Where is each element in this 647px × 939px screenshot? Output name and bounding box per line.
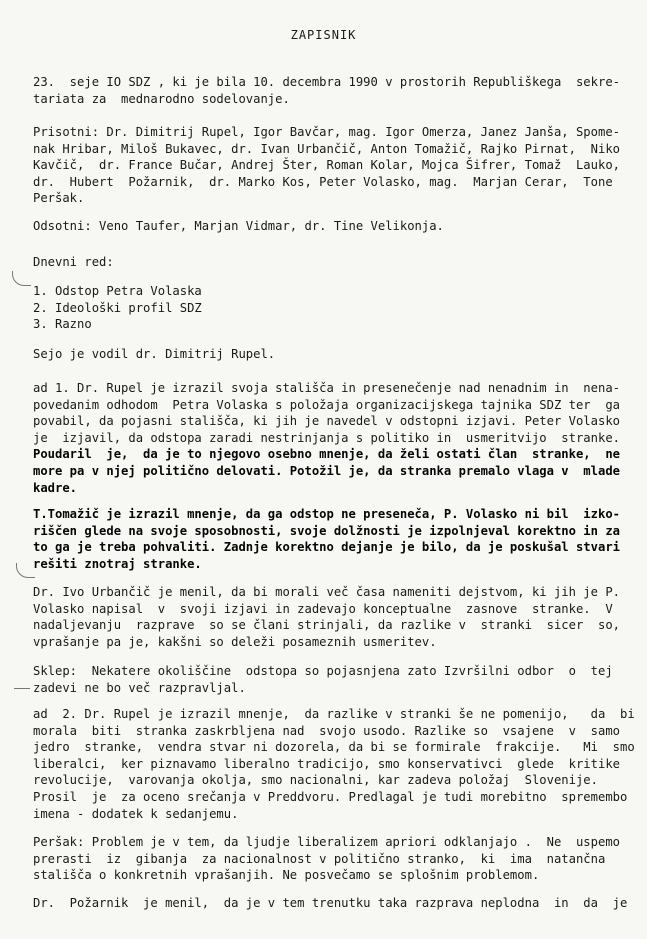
document-title: ZAPISNIK	[290, 28, 357, 42]
text-line: zadevi ne bo več razpravljal.	[33, 680, 246, 695]
text-line: Kavčič, dr. France Bučar, Andrej Šter, Roman Kolar, Mojca Šifrer, Tomaž Lauko,	[33, 158, 620, 173]
text-line: Odsotni: Veno Taufer, Marjan Vidmar, dr. Tine Velikonja.	[33, 219, 444, 233]
text-line: prerasti iz gibanja za nacionalnost v politično stranko, ki ima natančna	[33, 851, 606, 866]
text-line: riščen glede na svoje sposobnosti, svoje dolžnosti je izpolnjeval korektno in za	[33, 523, 620, 538]
text-line: ad 2. Dr. Rupel je izrazil mnenje, da razlike v stranki še ne pomenijo, da bi	[33, 707, 635, 721]
agenda-item: 3. Razno	[33, 317, 92, 332]
agenda-heading	[33, 254, 623, 271]
chair-paragraph	[33, 346, 623, 363]
text-line: Dnevni red:	[33, 255, 114, 269]
item2-paragraph	[33, 706, 635, 822]
text-line: Sklep: Nekatere okoliščine odstopa so pojasnjena zato Izvršilni odbor o tej	[33, 664, 613, 678]
text-line: kadre.	[33, 480, 78, 495]
text-line: Dr. Ivo Urbančič je menil, da bi morali več časa nameniti dejstvom, ki jih je P.	[33, 585, 620, 599]
text-line: Sejo je vodil dr. Dimitrij Rupel.	[33, 347, 276, 361]
margin-pencil-mark	[14, 688, 30, 689]
text-line: morala biti stranka zaskrbljena nad svojo usodo. Razlike so vsajene v samo	[33, 723, 620, 738]
text-line: more pa v njej politično delovati. Potožil je, da stranka premalo vlaga v mlade	[33, 463, 620, 478]
text-line: rešiti znotraj stranke.	[33, 556, 202, 571]
text-line: nak Hribar, Miloš Bukavec, dr. Ivan Urbančič, Anton Tomažič, Rajko Pirnat, Niko	[33, 141, 620, 156]
text-line: jedro stranke, vendra stvar ni dozorela, da bi se formirale frakcije. Mi smo	[33, 740, 635, 755]
text-line: Prisotni: Dr. Dimitrij Rupel, Igor Bavčar, mag. Igor Omerza, Janez Janša, Spome-	[33, 125, 620, 139]
text-line: Prosil je za oceno srečanja v Preddvoru. Predlagal je tudi morebitno spremembo	[33, 789, 628, 804]
text-line: 23. seje IO SDZ , ki je bila 10. decembra 1990 v prostorih Republiškega sekre-	[33, 75, 620, 89]
text-line: nadaljevanju razprave so se člani strinjali, da razlike v stranki sicer so,	[33, 618, 620, 633]
text-line: tariata za mednarodno sodelovanje.	[33, 91, 290, 106]
margin-pencil-mark	[12, 271, 31, 286]
persak-paragraph	[33, 834, 623, 884]
text-line: T.Tomažič je izrazil mnenje, da ga odstop ne preseneča, P. Volasko ni bil izko-	[33, 507, 620, 521]
text-line: je izjavil, da odstopa zaradi nestrinjanja s politiko in usmeritvijo stranke.	[33, 430, 620, 445]
urbancic-paragraph	[33, 584, 623, 650]
intro-paragraph	[33, 74, 623, 107]
text-line: povabil, da pojasni stališča, ki jih je navedel v odstopni izjavi. Peter Volasko	[33, 414, 620, 429]
tomazic-paragraph	[33, 506, 623, 572]
agenda-list	[33, 283, 623, 333]
text-line: revolucije, varovanja okolja, smo nacionalni, kar zadeva položaj Slovenije.	[33, 773, 598, 788]
text-line: to ga je treba pohvaliti. Zadnje korektno dejanje je bilo, da je poskušal stvari	[33, 540, 620, 555]
item1-paragraph	[33, 380, 623, 496]
text-line: povedanim odhodom Petra Volaska s položaja organizacijskega tajnika SDZ ter ga	[33, 397, 620, 412]
agenda-item: 2. Ideološki profil SDZ	[33, 300, 202, 315]
text-line: Poudaril je, da je to njegovo osebno mnenje, da želi ostati član stranke, ne	[33, 447, 620, 462]
text-line: Dr. Požarnik je menil, da je v tem trenutku taka razprava neplodna in da je	[33, 896, 628, 910]
text-line: stališča o konkretnih vprašanjih. Ne posvečamo se splošnim problemom.	[33, 868, 540, 883]
text-line: dr. Hubert Požarnik, dr. Marko Kos, Peter Volasko, mag. Marjan Cerar, Tone	[33, 174, 613, 189]
margin-pencil-mark	[16, 563, 35, 578]
pozarnik-paragraph	[33, 895, 628, 912]
text-line: liberalci, ker piznavamo liberalno tradicijo, smo konservativci glede kritike	[33, 756, 620, 771]
text-line: ad 1. Dr. Rupel je izrazil svoja stališča in presenečenje nad nenadnim in nena-	[33, 381, 620, 395]
text-line: Peršak.	[33, 191, 85, 206]
conclusion-paragraph	[33, 663, 623, 696]
text-line: Peršak: Problem je v tem, da ljudje liberalizem apriori odklanjajo . Ne uspemo	[33, 835, 620, 849]
absent-paragraph	[33, 218, 623, 235]
text-line: vprašanje pa je, kakšni so deleži posameznih usmeritev.	[33, 634, 437, 649]
text-line: Volasko napisal v svoji izjavi in zadevajo konceptualne zasnove stranke. V	[33, 601, 613, 616]
attendees-paragraph	[33, 124, 623, 207]
text-line: imena - dodatek k sedanjemu.	[33, 806, 239, 821]
agenda-item: 1. Odstop Petra Volaska	[33, 284, 202, 298]
